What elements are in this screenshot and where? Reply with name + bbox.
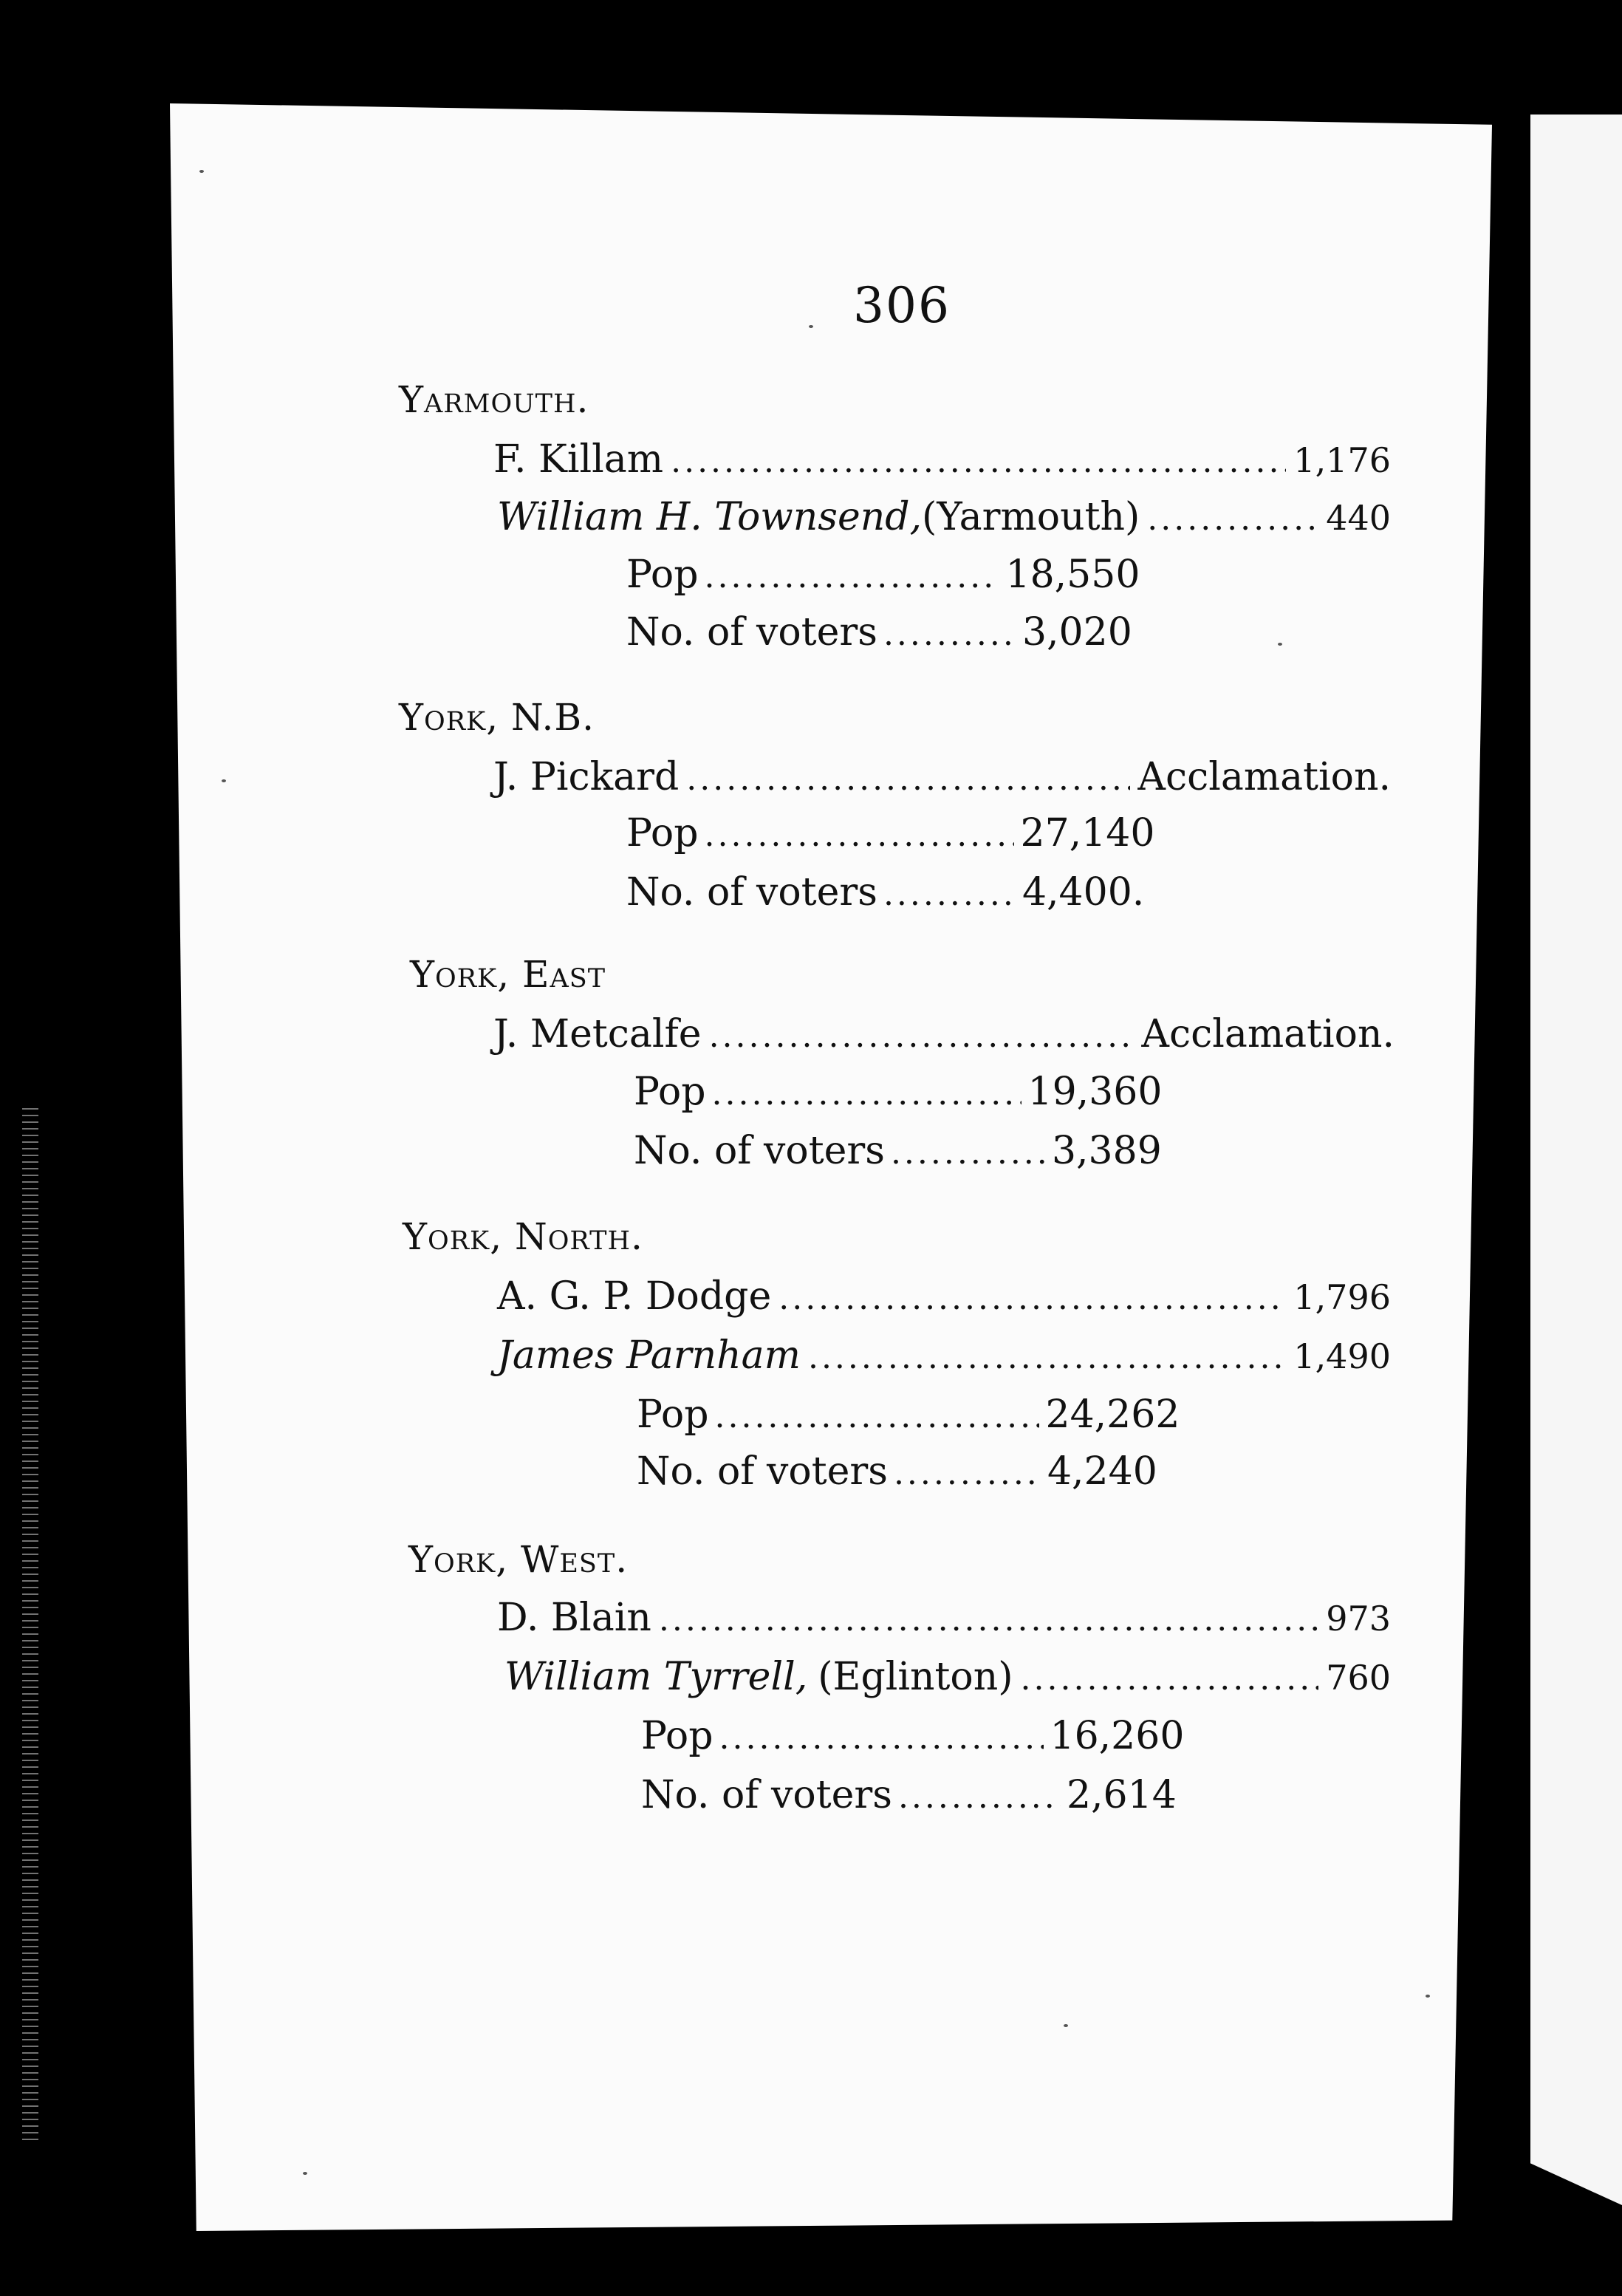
candidate-result: Acclamation. bbox=[1141, 1012, 1395, 1056]
scan-speck bbox=[1278, 643, 1282, 646]
section-heading-york-nb: York, N.B. bbox=[399, 696, 595, 739]
dot-leader bbox=[898, 1778, 1061, 1816]
candidate-votes: 1,796 bbox=[1293, 1277, 1391, 1317]
section-heading-yarmouth: Yarmouth. bbox=[399, 378, 589, 421]
candidate-row bbox=[497, 495, 1391, 539]
dot-leader bbox=[704, 558, 999, 595]
dot-leader bbox=[779, 1279, 1286, 1317]
population-label: Pop bbox=[634, 1070, 706, 1114]
scan-speck bbox=[303, 2172, 307, 2175]
candidate-result: Acclamation. bbox=[1137, 755, 1391, 799]
dot-leader bbox=[686, 760, 1130, 798]
candidate-location: (Yarmouth) bbox=[922, 495, 1140, 539]
voters-row bbox=[626, 870, 1202, 915]
population-row bbox=[641, 1714, 1217, 1758]
dot-leader bbox=[659, 1601, 1318, 1639]
scan-speck bbox=[1064, 2024, 1068, 2027]
candidate-row bbox=[504, 1655, 1391, 1699]
population-label: Pop bbox=[637, 1393, 709, 1437]
population-label: Pop bbox=[626, 811, 699, 855]
dot-leader bbox=[894, 1455, 1041, 1492]
page-edge-texture bbox=[22, 1108, 38, 2142]
candidate-name: James Parnham bbox=[497, 1333, 801, 1378]
candidate-row bbox=[493, 1012, 1395, 1056]
population-label: Pop bbox=[641, 1714, 714, 1758]
candidate-name: D. Blain bbox=[497, 1596, 651, 1640]
voters-label: No. of voters bbox=[626, 610, 877, 655]
candidate-name: J. Metcalfe bbox=[493, 1012, 702, 1056]
population-value: 16,260 bbox=[1050, 1714, 1185, 1758]
population-row bbox=[637, 1393, 1213, 1437]
scan-speck bbox=[199, 170, 204, 173]
voters-value: 4,240 bbox=[1047, 1449, 1157, 1494]
voters-row bbox=[641, 1773, 1217, 1817]
candidate-name: J. Pickard bbox=[493, 755, 680, 799]
page-number: 306 bbox=[853, 277, 951, 334]
scan-speck bbox=[1426, 1995, 1430, 1998]
dot-leader bbox=[1147, 500, 1318, 538]
scan-speck bbox=[809, 325, 813, 328]
voters-value: 3,389 bbox=[1051, 1129, 1162, 1173]
voters-value: 2,614 bbox=[1066, 1773, 1177, 1817]
voters-value: 3,020 bbox=[1022, 610, 1132, 655]
dot-leader bbox=[719, 1719, 1044, 1757]
voters-row bbox=[626, 610, 1188, 655]
population-value: 27,140 bbox=[1020, 811, 1155, 855]
dot-leader bbox=[883, 875, 1016, 913]
dot-leader bbox=[704, 816, 1014, 854]
dot-leader bbox=[711, 1075, 1022, 1113]
voters-label: No. of voters bbox=[634, 1129, 885, 1173]
voters-row bbox=[637, 1449, 1213, 1494]
candidate-name: A. G. P. Dodge bbox=[497, 1274, 772, 1319]
voters-row bbox=[634, 1129, 1210, 1173]
population-label: Pop bbox=[626, 553, 699, 597]
candidate-votes: 973 bbox=[1326, 1599, 1391, 1639]
candidate-name: William Tyrrell, bbox=[504, 1655, 808, 1699]
voters-label: No. of voters bbox=[641, 1773, 892, 1817]
candidate-row bbox=[497, 1596, 1391, 1640]
scan-speck bbox=[222, 779, 226, 782]
section-heading-york-north: York, North. bbox=[403, 1215, 643, 1258]
candidate-row bbox=[497, 1274, 1391, 1319]
candidate-row bbox=[493, 437, 1391, 482]
dot-leader bbox=[808, 1339, 1286, 1376]
candidate-votes: 440 bbox=[1326, 498, 1391, 538]
dot-leader bbox=[709, 1017, 1135, 1055]
voters-label: No. of voters bbox=[626, 870, 877, 915]
population-row bbox=[626, 553, 1173, 597]
voters-value: 4,400. bbox=[1022, 870, 1145, 915]
candidate-votes: 1,176 bbox=[1293, 440, 1391, 480]
dot-leader bbox=[714, 1398, 1039, 1435]
population-row bbox=[626, 811, 1202, 855]
dot-leader bbox=[891, 1134, 1046, 1172]
candidate-location: (Eglinton) bbox=[818, 1655, 1013, 1699]
dot-leader bbox=[883, 615, 1016, 653]
population-value: 19,360 bbox=[1027, 1070, 1163, 1114]
candidate-name: F. Killam bbox=[493, 437, 664, 482]
candidate-row bbox=[497, 1333, 1391, 1378]
voters-label: No. of voters bbox=[637, 1449, 888, 1494]
dot-leader bbox=[1021, 1660, 1319, 1698]
section-heading-york-east: York, East bbox=[410, 953, 606, 996]
dot-leader bbox=[671, 443, 1286, 480]
adjacent-page-edge bbox=[1530, 115, 1622, 2205]
candidate-row bbox=[493, 755, 1391, 799]
candidate-votes: 1,490 bbox=[1293, 1336, 1391, 1376]
population-value: 24,262 bbox=[1045, 1393, 1180, 1437]
population-value: 18,550 bbox=[1005, 553, 1140, 597]
population-row bbox=[634, 1070, 1210, 1114]
candidate-votes: 760 bbox=[1326, 1658, 1391, 1698]
section-heading-york-west: York, West. bbox=[408, 1538, 629, 1581]
candidate-name: William H. Townsend, bbox=[497, 495, 923, 539]
